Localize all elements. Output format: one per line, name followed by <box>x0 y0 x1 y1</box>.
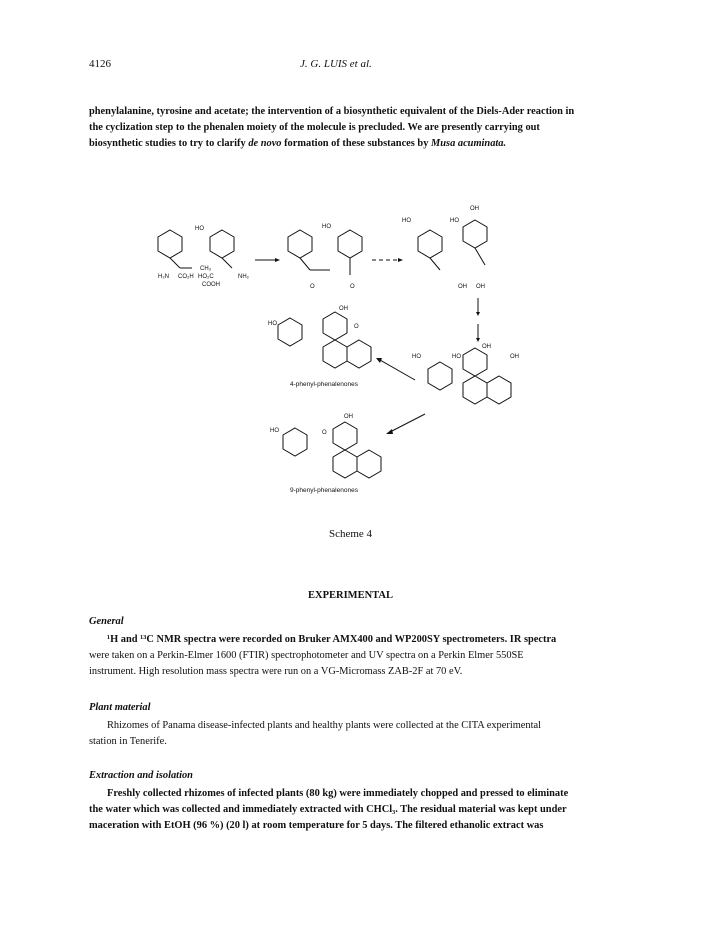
diol-intermediate <box>418 220 487 270</box>
plant-paragraph <box>89 718 629 750</box>
atom-oh-3: OH <box>476 284 485 290</box>
general-paragraph <box>89 632 629 680</box>
atom-oh-2: OH <box>458 284 467 290</box>
intro-line-3: biosynthetic studies to try to clarify de novo formation of these substances by Musa acuminata. <box>89 138 507 149</box>
atom-ch3: CH₃ <box>200 266 212 272</box>
plant-line-1: Rhizomes of Panama disease-infected plants and healthy plants were collected at the CITA experimental <box>107 720 541 731</box>
label-9-phenyl-phenalenones: 9-phenyl-phenalenones <box>290 487 358 494</box>
atom-ho-5: HO <box>268 321 277 327</box>
atom-cooh: COOH <box>202 282 220 288</box>
plant-line-2: station in Tenerife. <box>89 736 167 747</box>
running-title: J. G. LUIS et al. <box>300 58 372 70</box>
atom-ho-1: HO <box>195 226 204 232</box>
atom-oh-4: OH <box>339 306 348 312</box>
extraction-line-1: Freshly collected rhizomes of infected plants (80 kg) were immediately chopped and pressed to eliminate <box>107 788 569 799</box>
extraction-paragraph <box>89 786 629 834</box>
intro-paragraph <box>89 104 629 152</box>
general-line-1: ¹H and ¹³C NMR spectra were recorded on Bruker AMX400 and WP200SY spectrometers. IR spectra <box>107 634 557 645</box>
intro-line-2: the cyclization step to the phenalen moiety of the molecule is precluded. We are presently carrying out <box>89 122 540 133</box>
atom-oh-6: OH <box>510 354 519 360</box>
cyclized-intermediate <box>428 348 511 404</box>
atom-o-1: O <box>310 284 315 290</box>
scheme-4-figure <box>140 200 560 500</box>
atom-ho-4: HO <box>450 218 459 224</box>
atom-h2n: H₂N <box>158 274 169 280</box>
subheading-general: General <box>89 616 124 627</box>
atom-oh-7: OH <box>344 414 353 420</box>
intro-line-1: phenylalanine, tyrosine and acetate; the intervention of a biosynthetic equivalent of the Diels-Ader reaction in <box>89 106 575 117</box>
atom-ho-2: HO <box>322 224 331 230</box>
subheading-extraction: Extraction and isolation <box>89 770 193 781</box>
9-phenyl-phenalenone-structure <box>283 422 381 478</box>
general-line-2: were taken on a Perkin-Elmer 1600 (FTIR) spectrophotometer and UV spectra on a Perkin Elmer 550SE <box>89 650 524 661</box>
atom-ho-7: HO <box>452 354 461 360</box>
diketone-intermediate <box>288 230 362 275</box>
extraction-line-2: the water which was collected and immediately extracted with CHCl₃. The residual material was kept under <box>89 804 567 815</box>
reactants-structure <box>158 230 234 268</box>
atom-o-3: O <box>354 324 359 330</box>
atom-oh-5: OH <box>482 344 491 350</box>
4-phenyl-phenalenone-structure <box>278 312 371 368</box>
subheading-plant-material: Plant material <box>89 702 151 713</box>
atom-o-2: O <box>350 284 355 290</box>
section-heading-experimental: EXPERIMENTAL <box>308 590 393 601</box>
page-number: 4126 <box>89 58 111 70</box>
atom-nh2: NH₂ <box>238 274 249 280</box>
atom-ho-8: HO <box>270 428 279 434</box>
atom-o-4: O <box>322 430 327 436</box>
atom-oh-1: OH <box>470 206 479 212</box>
atom-ho-3: HO <box>402 218 411 224</box>
label-4-phenyl-phenalenones: 4-phenyl-phenalenones <box>290 381 358 388</box>
atom-ho2c: HO₂C <box>198 274 214 280</box>
atom-co2h: CO₂H <box>178 274 194 280</box>
scheme-caption: Scheme 4 <box>328 528 373 540</box>
extraction-line-3: maceration with EtOH (96 %) (20 l) at room temperature for 5 days. The filtered ethanolic extract was <box>89 820 544 831</box>
general-line-3: instrument. High resolution mass spectra were run on a VG-Micromass ZAB-2F at 70 eV. <box>89 666 463 677</box>
atom-ho-6: HO <box>412 354 421 360</box>
